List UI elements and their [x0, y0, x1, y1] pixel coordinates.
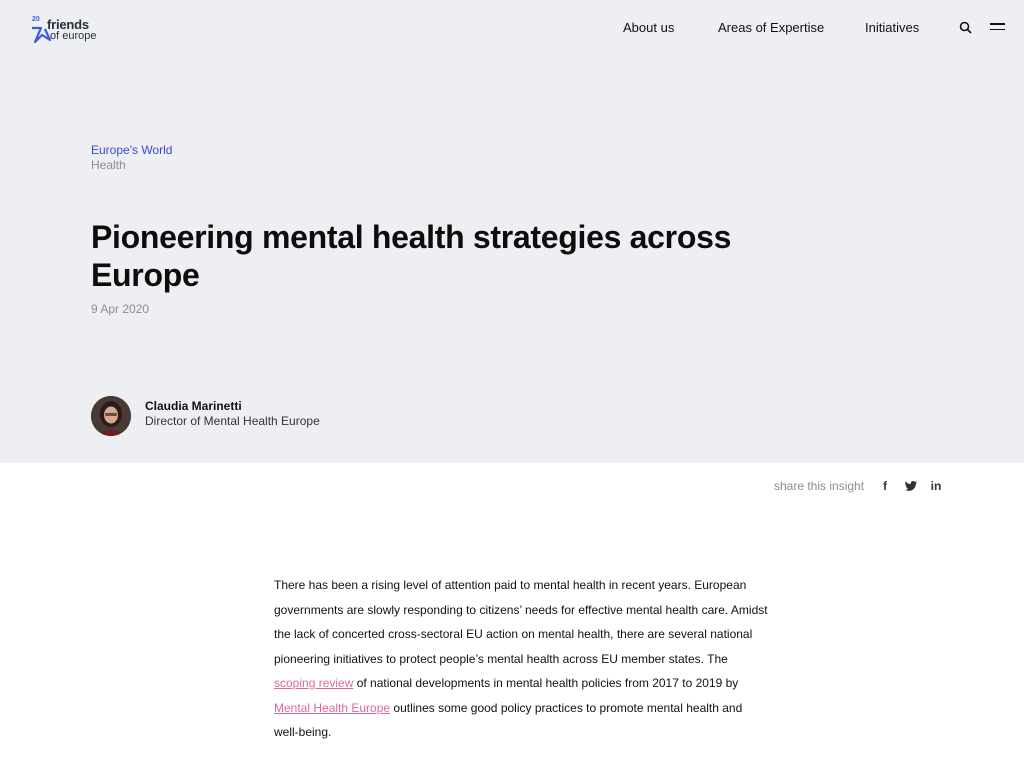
logo-number: 20: [32, 16, 40, 23]
facebook-icon[interactable]: f: [883, 479, 887, 493]
body-text-2: of national developments in mental health policies from 2017 to 2019 by: [353, 676, 739, 690]
body-text-3: outlines some good policy practices to promote mental health and well-being.: [274, 700, 743, 739]
logo-text-of-europe: of europe: [50, 30, 97, 42]
nav-initiatives[interactable]: Initiatives: [865, 20, 920, 35]
linkedin-icon[interactable]: in: [930, 479, 942, 493]
nav-areas-of-expertise[interactable]: Areas of Expertise: [718, 20, 825, 35]
share-label: share this insight: [774, 479, 865, 493]
page-title: Pioneering mental health strategies across Europe: [91, 219, 732, 293]
author-name[interactable]: Claudia Marinetti: [145, 399, 242, 413]
search-icon[interactable]: [959, 21, 972, 34]
body-text-1: There has been a rising level of attention paid to mental health in recent years. European governments are slowly responding to citizens’ needs for effective mental health care. Amidst the lack of concerted cross-sectoral EU action on mental health, there are several national pioneering initiatives to protect people’s mental health across EU member states. The: [274, 578, 768, 666]
logo-text-friends: friends: [47, 17, 89, 32]
article-category[interactable]: Europe's World: [91, 143, 173, 157]
author-role: Director of Mental Health Europe: [145, 414, 320, 428]
nav-about-us[interactable]: About us: [623, 20, 675, 35]
scoping-review-link[interactable]: scoping review: [274, 676, 354, 690]
twitter-icon[interactable]: [904, 479, 918, 493]
mental-health-europe-link[interactable]: Mental Health Europe: [274, 700, 391, 715]
menu-icon[interactable]: [990, 23, 1005, 33]
friends-of-europe-logo[interactable]: [30, 16, 110, 46]
article-date: 9 Apr 2020: [91, 302, 150, 316]
article-body: [274, 573, 769, 745]
author-avatar: [91, 396, 131, 436]
article-subcategory: Health: [91, 158, 126, 172]
